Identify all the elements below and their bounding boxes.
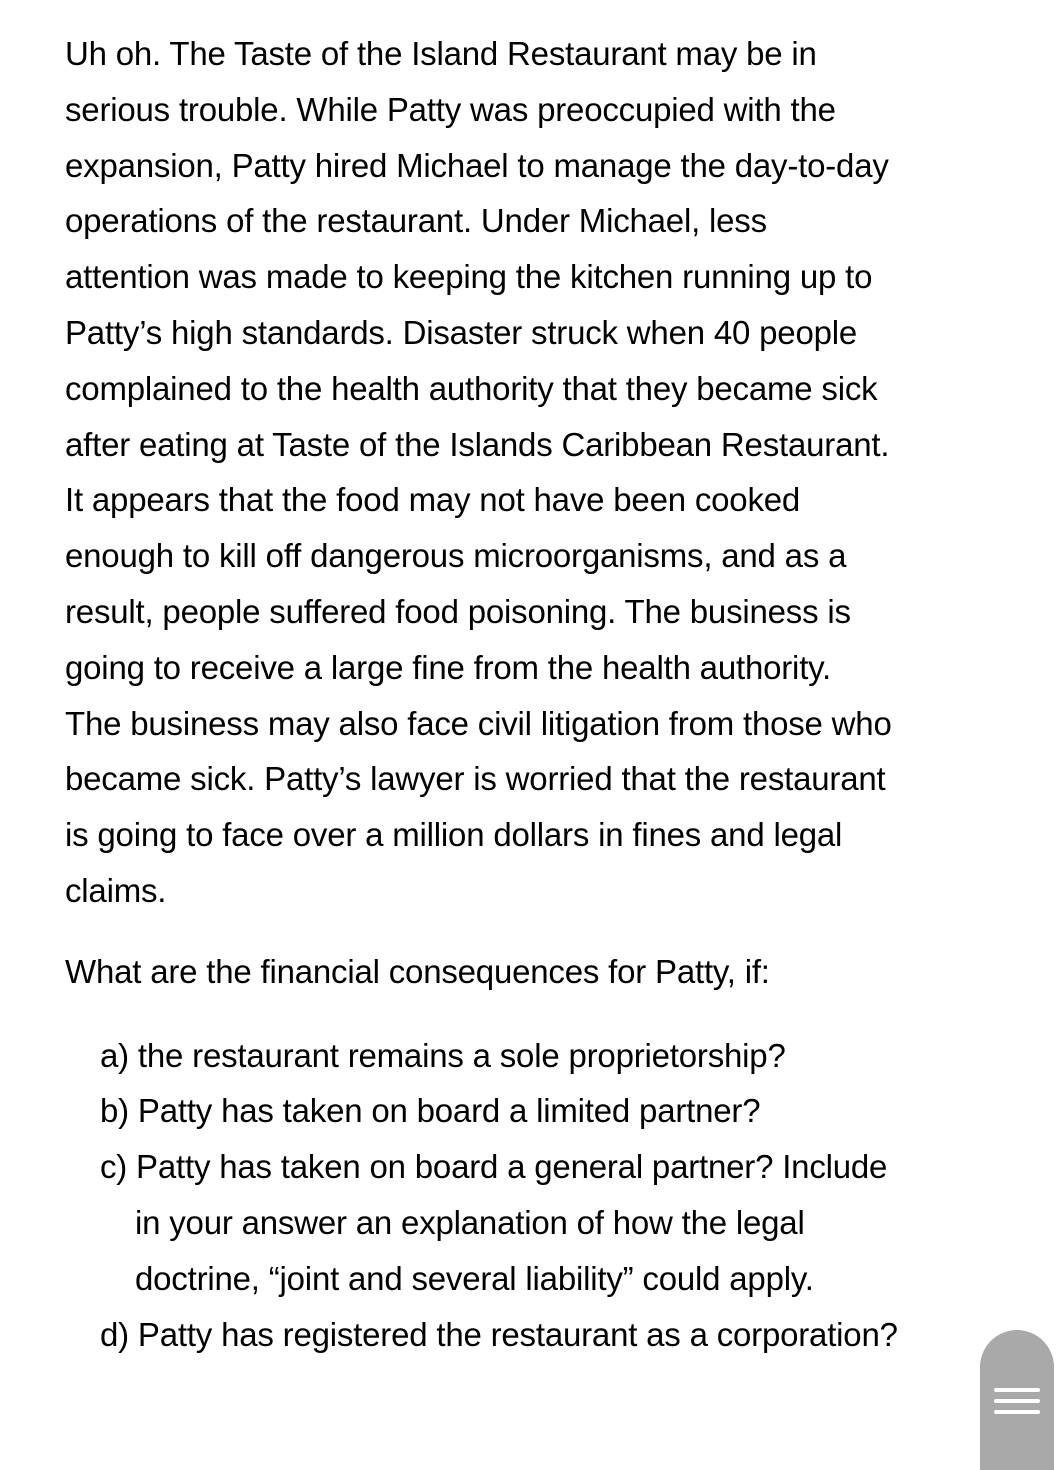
paragraph-line: result, people suffered food poisoning. The business is	[65, 592, 851, 630]
paragraph-line: is going to face over a million dollars in fines and legal	[65, 816, 843, 854]
paragraph-line: It appears that the food may not have been cooked	[65, 481, 801, 519]
paragraph-line: expansion, Patty hired Michael to manage the day-to-day	[65, 146, 889, 184]
paragraph-line: enough to kill off dangerous microorganisms, and as a	[65, 537, 847, 575]
paragraph-line: complained to the health authority that they became sick	[65, 369, 878, 407]
question-prompt: What are the financial consequences for Patty, if:	[65, 952, 770, 990]
option-a	[100, 1028, 1005, 1084]
option-c-text-line-1: c) Patty has taken on board a general partner? Include	[100, 1148, 888, 1186]
option-b	[100, 1083, 1005, 1139]
option-c	[100, 1139, 1005, 1306]
option-c-text-line-2: in your answer an explanation of how the legal	[135, 1203, 805, 1241]
paragraph-line: attention was made to keeping the kitchen running up to	[65, 258, 873, 296]
option-a-text: a) the restaurant remains a sole proprietorship?	[100, 1036, 786, 1074]
option-d	[100, 1307, 1005, 1363]
paragraph-line: Uh oh. The Taste of the Island Restaurant may be in	[65, 35, 817, 72]
question-options-list	[65, 1028, 1005, 1363]
document-body	[65, 26, 1005, 1362]
paragraph-line: became sick. Patty’s lawyer is worried that the restaurant	[65, 760, 886, 798]
case-paragraph	[65, 26, 1005, 919]
option-b-text: b) Patty has taken on board a limited partner?	[100, 1092, 761, 1130]
paragraph-line: operations of the restaurant. Under Michael, less	[65, 202, 767, 240]
paragraph-line: claims.	[65, 871, 167, 909]
paragraph-line: Patty’s high standards. Disaster struck when 40 people	[65, 313, 858, 351]
paragraph-line: after eating at Taste of the Islands Caribbean Restaurant.	[65, 425, 890, 463]
option-d-text: d) Patty has registered the restaurant as a corporation?	[100, 1315, 898, 1353]
paragraph-line: going to receive a large fine from the health authority.	[65, 648, 831, 686]
paragraph-line: The business may also face civil litigation from those who	[65, 704, 892, 742]
option-c-text-line-3: doctrine, “joint and several liability” could apply.	[135, 1259, 814, 1297]
drag-handle-icon	[994, 1388, 1040, 1414]
paragraph-line: serious trouble. While Patty was preoccupied with the	[65, 90, 836, 128]
scroll-handle[interactable]	[980, 1330, 1054, 1470]
